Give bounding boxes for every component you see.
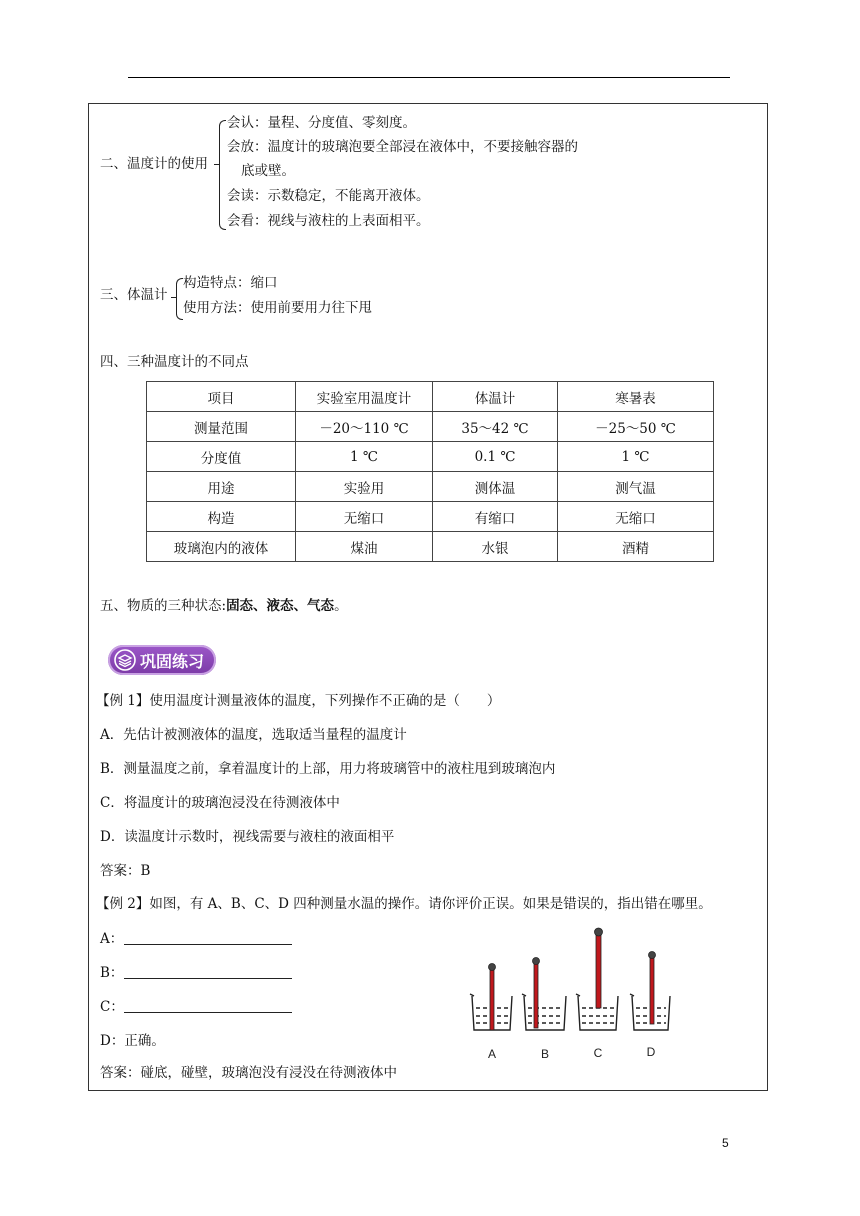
table-cell: 1 ℃: [296, 442, 433, 472]
thermometer-figure: [464, 926, 678, 1076]
answer-blank-a: [124, 944, 292, 945]
table-header-cell: 体温计: [433, 382, 558, 412]
table-row: [147, 472, 714, 502]
table-cell: 测体温: [433, 472, 558, 502]
table-row: [147, 442, 714, 472]
table-cell: 用途: [147, 472, 296, 502]
table-row: [147, 532, 714, 562]
table-cell: 1 ℃: [558, 442, 714, 472]
example1-answer: 答案：B: [100, 863, 151, 879]
example2-question: 【例 2】如图，有 A、B、C、D 四种测量水温的操作。请你评价正误。如果是错误的，指出错在哪里。: [96, 896, 712, 912]
table-cell: 0.1 ℃: [433, 442, 558, 472]
comparison-table: [146, 381, 714, 562]
practice-badge-label: 巩固练习: [140, 651, 205, 671]
table-cell: 35～42 ℃: [433, 412, 558, 442]
table-cell: 煤油: [296, 532, 433, 562]
thermometer-b-icon: [534, 962, 538, 1028]
section4-heading: 四、三种温度计的不同点: [100, 354, 249, 370]
example2-blank-label: A：: [100, 931, 124, 947]
thermometer-c-icon: [596, 934, 601, 1008]
table-header-cell: 寒暑表: [558, 382, 714, 412]
answer-blank-b: [124, 978, 292, 979]
section2-brace: [219, 120, 226, 230]
section3-heading: 三、体温计: [100, 287, 168, 303]
section2-item: 会看：视线与液柱的上表面相平。: [227, 213, 430, 229]
table-row: [147, 412, 714, 442]
table-cell: 水银: [433, 532, 558, 562]
example2-blank-label: C：: [100, 999, 124, 1015]
practice-badge: [108, 645, 216, 675]
example1-option: A．先估计被测液体的温度，选取适当量程的温度计: [100, 727, 407, 743]
example1-option: D．读温度计示数时，视线需要与液柱的液面相平: [100, 829, 395, 845]
section5-bold: 固态、液态、气态: [226, 598, 335, 614]
section5-suffix: 。: [334, 598, 348, 614]
figure-label-c: C: [593, 1046, 603, 1060]
example1-option: B．测量温度之前，拿着温度计的上部，用力将玻璃管中的液柱甩到玻璃泡内: [100, 761, 556, 777]
section2-item: 会认：量程、分度值、零刻度。: [227, 115, 416, 131]
example2-answer: 答案：碰底，碰壁，玻璃泡没有浸没在待测液体中: [100, 1065, 397, 1081]
section3-brace: [176, 278, 183, 320]
section5-line: [100, 597, 348, 615]
header-rule: [128, 77, 730, 78]
beaker-b-icon: [524, 996, 566, 1030]
figure-label-b: B: [540, 1047, 550, 1061]
section5-prefix: 五、物质的三种状态:: [100, 598, 227, 614]
table-cell: －25～50 ℃: [558, 412, 714, 442]
table-cell: 无缩口: [296, 502, 433, 532]
section3-item: 构造特点：缩口: [183, 275, 278, 291]
table-cell: 分度值: [147, 442, 296, 472]
figure-label-a: A: [487, 1047, 497, 1061]
section2-item: 会读：示数稳定，不能离开液体。: [227, 188, 430, 204]
table-cell: 酒精: [558, 532, 714, 562]
page-number: 5: [722, 1136, 729, 1150]
table-cell: －20～110 ℃: [296, 412, 433, 442]
section2-heading: 二、温度计的使用: [100, 156, 208, 172]
answer-blank-c: [124, 1012, 292, 1013]
example1-question: 【例 1】使用温度计测量液体的温度，下列操作不正确的是（ ）: [96, 693, 501, 709]
section2-item: 底或壁。: [241, 163, 295, 179]
table-cell: 实验用: [296, 472, 433, 502]
table-cell: 测气温: [558, 472, 714, 502]
table-cell: 无缩口: [558, 502, 714, 532]
table-row: [147, 502, 714, 532]
layers-icon: [114, 649, 136, 671]
section2-item: 会放：温度计的玻璃泡要全部浸在液体中，不要接触容器的: [227, 139, 578, 155]
thermometer-d-icon: [650, 956, 654, 1024]
thermometer-a-icon: [490, 968, 494, 1030]
table-cell: 构造: [147, 502, 296, 532]
figure-label-d: D: [646, 1045, 656, 1059]
table-header-cell: 实验室用温度计: [296, 382, 433, 412]
table-cell: 测量范围: [147, 412, 296, 442]
example1-option: C．将温度计的玻璃泡浸没在待测液体中: [100, 795, 340, 811]
table-cell: 玻璃泡内的液体: [147, 532, 296, 562]
example2-blank-label: B：: [100, 965, 124, 981]
table-header-row: [147, 382, 714, 412]
example2-d-line: D：正确。: [100, 1033, 165, 1049]
section3-item: 使用方法：使用前要用力往下甩: [183, 300, 372, 316]
table-cell: 有缩口: [433, 502, 558, 532]
table-header-cell: 项目: [147, 382, 296, 412]
